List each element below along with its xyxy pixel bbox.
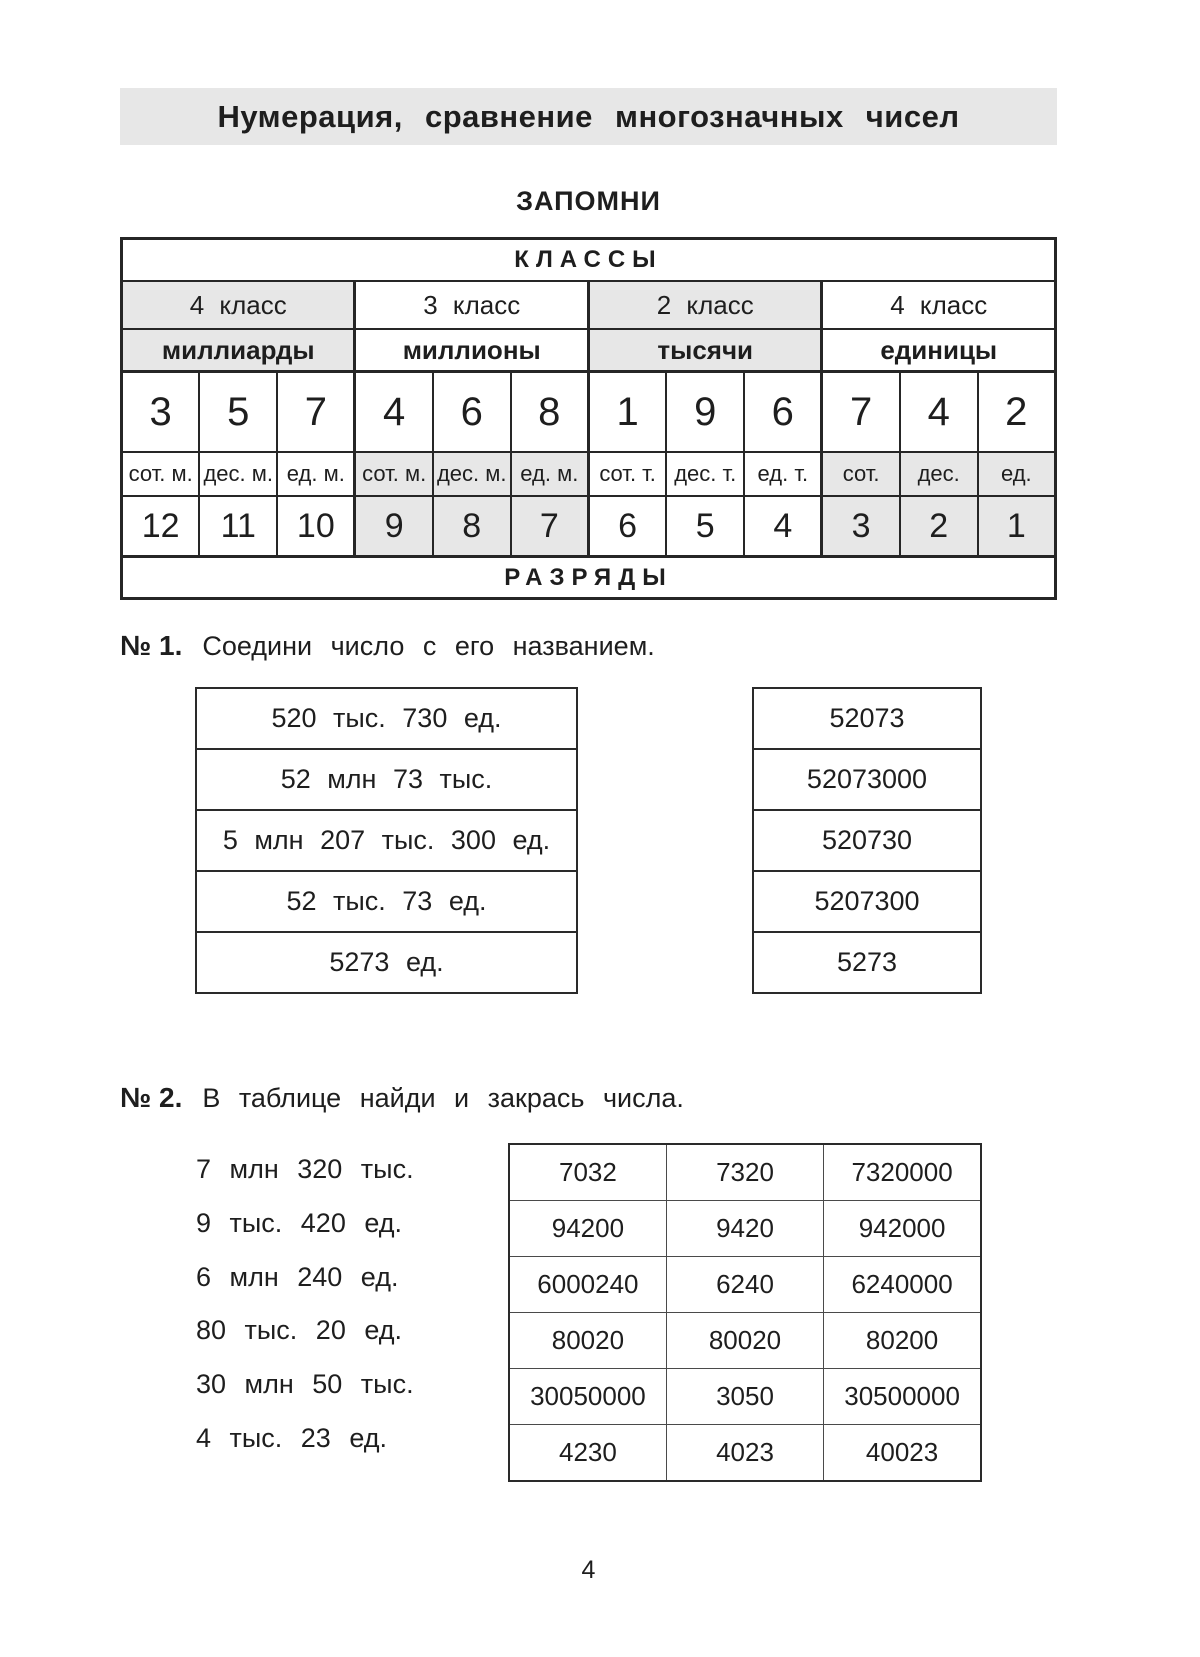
list-item: 9 тыс. 420 ед.: [196, 1207, 403, 1238]
classes-header-row: [122, 239, 1056, 282]
place-number-cell: 7: [511, 496, 589, 557]
class-cell: 3 класс: [355, 281, 588, 329]
digit-cell: 7: [277, 372, 355, 453]
place-value-table: [120, 237, 1057, 600]
class-name-cell: единицы: [822, 329, 1056, 372]
table-row: [509, 1201, 981, 1257]
place-number-cell: 11: [199, 496, 277, 557]
place-number-cell: 9: [355, 496, 433, 557]
place-label-cell: дес.: [900, 452, 978, 496]
grid-cell: 3050: [666, 1369, 823, 1425]
task1-heading: [120, 630, 655, 662]
digit-row: [122, 372, 1056, 453]
digit-cell: 6: [433, 372, 511, 453]
page-number: 4: [581, 1556, 596, 1584]
table-row: [753, 749, 981, 810]
grid-cell: 4230: [509, 1425, 666, 1482]
table-row: [753, 688, 981, 749]
digit-cell: 4: [900, 372, 978, 453]
digit-cell: 6: [744, 372, 822, 453]
grid-cell: 6000240: [509, 1257, 666, 1313]
digit-cell: 1: [588, 372, 666, 453]
place-number-row: [122, 496, 1056, 557]
table-row: [509, 1425, 981, 1482]
place-label-cell: дес. т.: [666, 452, 744, 496]
chapter-title: Нумерация, сравнение многозначных чисел: [217, 98, 960, 134]
grid-cell: 30050000: [509, 1369, 666, 1425]
digit-cell: 9: [666, 372, 744, 453]
table-row: [196, 932, 577, 993]
place-number-cell: 8: [433, 496, 511, 557]
class-name-cell: миллионы: [355, 329, 588, 372]
grid-cell: 80200: [824, 1313, 981, 1369]
chapter-title-bar: [120, 88, 1057, 145]
list-item: 4 тыс. 23 ед.: [196, 1422, 388, 1453]
table-row: [509, 1369, 981, 1425]
place-label-cell: сот. т.: [588, 452, 666, 496]
number-name-cell: 52 млн 73 тыс.: [196, 749, 577, 810]
place-label-cell: сот. м.: [122, 452, 200, 496]
table-row: [196, 871, 577, 932]
place-number-cell: 2: [900, 496, 978, 557]
grid-cell: 7320: [666, 1144, 823, 1201]
task1-names-table: [195, 687, 578, 994]
grid-cell: 9420: [666, 1201, 823, 1257]
place-number-cell: 10: [277, 496, 355, 557]
task2-number: № 2.: [120, 1082, 183, 1113]
place-number-cell: 3: [822, 496, 900, 557]
grid-cell: 6240: [666, 1257, 823, 1313]
digit-cell: 5: [199, 372, 277, 453]
task2-instruction: В таблице найди и закрась числа.: [202, 1083, 684, 1113]
number-cell: 52073: [753, 688, 981, 749]
table-row: [753, 810, 981, 871]
grid-cell: 7320000: [824, 1144, 981, 1201]
orders-footer-cell: РАЗРЯДЫ: [122, 557, 1056, 599]
table-row: [196, 749, 577, 810]
list-item: 7 млн 320 тыс.: [196, 1154, 414, 1185]
grid-cell: 80020: [509, 1313, 666, 1369]
place-label-cell: сот.: [822, 452, 900, 496]
grid-cell: 30500000: [824, 1369, 981, 1425]
place-label-cell: ед. т.: [744, 452, 822, 496]
place-number-cell: 4: [744, 496, 822, 557]
digit-cell: 8: [511, 372, 589, 453]
task2-number-list: [196, 1143, 496, 1465]
task1-number: № 1.: [120, 630, 183, 661]
table-row: [753, 871, 981, 932]
number-cell: 5207300: [753, 871, 981, 932]
digit-cell: 7: [822, 372, 900, 453]
table-row: [196, 688, 577, 749]
number-cell: 5273: [753, 932, 981, 993]
place-label-cell: дес. м.: [199, 452, 277, 496]
place-label-cell: ед.: [978, 452, 1056, 496]
place-number-cell: 6: [588, 496, 666, 557]
number-name-cell: 52 тыс. 73 ед.: [196, 871, 577, 932]
task1-instruction: Соедини число с его названием.: [202, 631, 655, 661]
place-label-cell: ед. м.: [511, 452, 589, 496]
grid-cell: 94200: [509, 1201, 666, 1257]
classes-header-cell: КЛАССЫ: [122, 239, 1056, 282]
list-item: 30 млн 50 тыс.: [196, 1368, 414, 1399]
class-row: [122, 281, 1056, 329]
class-cell: 4 класс: [122, 281, 355, 329]
number-cell: 520730: [753, 810, 981, 871]
class-name-cell: миллиарды: [122, 329, 355, 372]
grid-cell: 942000: [824, 1201, 981, 1257]
number-name-cell: 5273 ед.: [196, 932, 577, 993]
place-number-cell: 12: [122, 496, 200, 557]
place-number-cell: 5: [666, 496, 744, 557]
task2-grid-table: [508, 1143, 982, 1482]
number-name-cell: 5 млн 207 тыс. 300 ед.: [196, 810, 577, 871]
digit-cell: 4: [355, 372, 433, 453]
grid-cell: 7032: [509, 1144, 666, 1201]
number-cell: 52073000: [753, 749, 981, 810]
grid-cell: 6240000: [824, 1257, 981, 1313]
table-row: [509, 1257, 981, 1313]
class-cell: 2 класс: [588, 281, 821, 329]
digit-cell: 2: [978, 372, 1056, 453]
digit-cell: 3: [122, 372, 200, 453]
orders-footer-row: [122, 557, 1056, 599]
place-label-cell: сот. м.: [355, 452, 433, 496]
place-label-row: [122, 452, 1056, 496]
grid-cell: 40023: [824, 1425, 981, 1482]
place-number-cell: 1: [978, 496, 1056, 557]
place-label-cell: дес. м.: [433, 452, 511, 496]
class-cell: 4 класс: [822, 281, 1056, 329]
place-label-cell: ед. м.: [277, 452, 355, 496]
grid-cell: 4023: [666, 1425, 823, 1482]
class-name-cell: тысячи: [588, 329, 821, 372]
table-row: [509, 1144, 981, 1201]
memo-heading: ЗАПОМНИ: [516, 186, 661, 216]
class-name-row: [122, 329, 1056, 372]
table-row: [509, 1313, 981, 1369]
task2-heading: [120, 1082, 684, 1114]
table-row: [196, 810, 577, 871]
grid-cell: 80020: [666, 1313, 823, 1369]
table-row: [753, 932, 981, 993]
list-item: 6 млн 240 ед.: [196, 1261, 399, 1292]
number-name-cell: 520 тыс. 730 ед.: [196, 688, 577, 749]
list-item: 80 тыс. 20 ед.: [196, 1315, 403, 1346]
task1-numbers-table: [752, 687, 982, 994]
